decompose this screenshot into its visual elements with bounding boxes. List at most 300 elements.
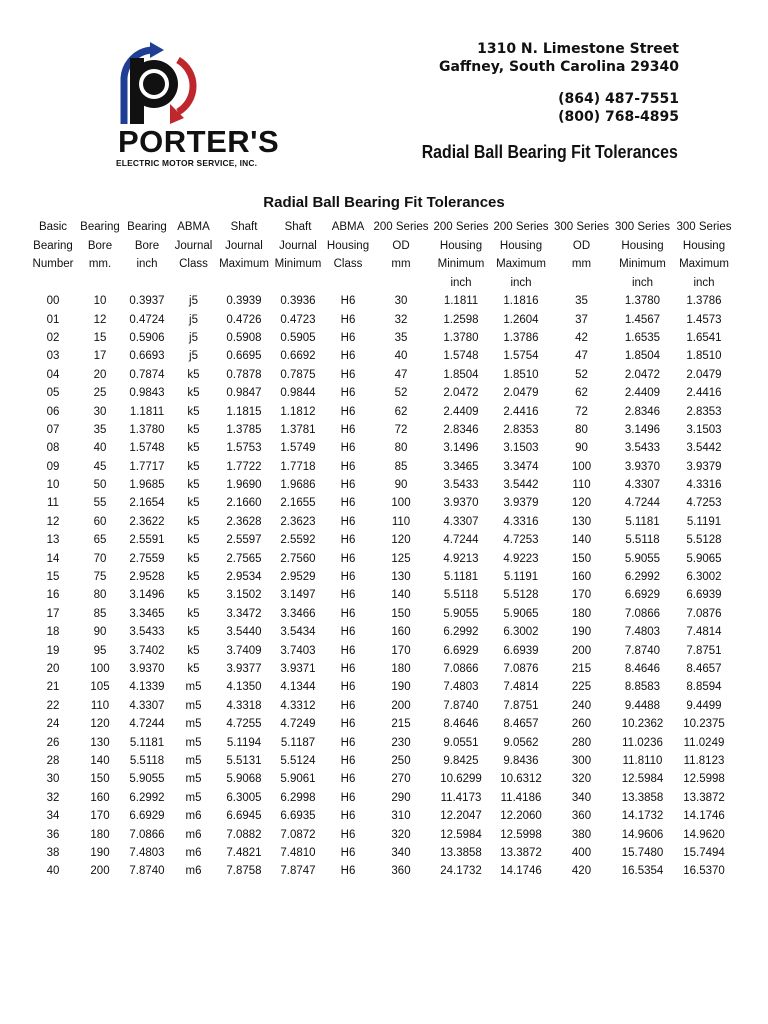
table-cell: 180 [571,607,592,620]
address-street: 1310 N. Limestone Street [477,41,679,57]
table-cell: 47 [394,368,408,381]
table-cell: 9.4499 [686,699,722,712]
table-cell: m6 [185,828,202,841]
table-cell: 13.3872 [683,791,725,804]
table-row [30,697,735,715]
table-cell: 30 [46,773,60,786]
column-header: Bearing [33,239,73,252]
table-cell: 190 [571,626,592,639]
table-cell: 1.7722 [226,460,262,473]
table-cell: 2.7560 [280,552,316,565]
table-cell: 09 [46,460,60,473]
table-cell: 14 [46,552,60,565]
table-cell: 190 [391,681,411,694]
table-cell: 1.1811 [443,295,479,308]
table-cell: 1.8510 [503,368,539,381]
table-cell: 3.5442 [686,442,722,455]
table-cell: 2.3623 [280,515,316,528]
address-city: Gaffney, South Carolina 29340 [438,59,679,75]
table-cell: 3.5440 [226,626,262,639]
table-cell: 7.0866 [129,828,165,841]
table-cell: 7.8747 [280,865,316,878]
table-cell: 5.1191 [503,571,539,584]
table-cell: 7.4821 [226,846,262,859]
table-cell: 13.3858 [440,846,482,859]
table-cell: 130 [90,736,110,749]
table-cell: 4.3316 [503,515,539,528]
table-cell: 230 [391,736,411,749]
table-cell: 7.0872 [280,828,316,841]
table-cell: 7.0866 [443,663,479,675]
table-cell: 90 [394,479,408,492]
table-cell: 310 [391,810,411,823]
column-header [551,274,612,293]
table-cell: 0.7875 [280,368,316,381]
table-cell: 2.8346 [624,405,661,418]
table-cell: 4.3312 [280,699,316,712]
table-cell: H6 [340,828,356,841]
table-cell: 8.4646 [624,663,661,675]
table-cell: H6 [340,552,356,565]
table-cell: 5.5128 [686,534,722,547]
table-cell: H6 [340,865,356,878]
phone-block [558,90,679,126]
table-cell: 24.1732 [440,865,482,878]
column-header [271,274,325,293]
column-header: OD [572,239,591,252]
table-cell: 12.5998 [500,828,542,841]
table-cell: 6.6929 [129,810,165,823]
table-cell: 19 [46,644,60,657]
table-cell: 2.0479 [686,368,722,381]
table-cell: 9.8425 [443,754,479,767]
column-header: mm. [88,258,112,271]
table-cell: 11 [47,497,59,510]
table-cell: 37 [575,313,588,326]
company-logo [112,40,284,172]
table-cell: 16 [46,589,60,602]
table-cell: H6 [340,589,356,602]
table-cell: 17 [46,607,60,620]
table-cell: 95 [93,644,107,657]
table-cell: 2.9534 [226,571,262,584]
table-cell: 2.1654 [129,497,165,510]
table-cell: 1.4573 [686,313,722,326]
column-header: Bearing [127,221,167,234]
table-cell: 250 [391,754,411,767]
table-title: Radial Ball Bearing Fit Tolerances [263,194,505,211]
table-cell: 5.1181 [625,515,660,528]
table-cell: 4.9223 [503,552,539,565]
table-cell: 5.1181 [129,736,165,749]
table-cell: k5 [187,571,200,584]
table-body [30,292,735,881]
table-cell: k5 [187,497,200,510]
table-row [30,789,735,807]
table-row [30,844,735,862]
table-cell: 40 [46,865,60,878]
table-cell: 3.9377 [226,663,262,675]
table-cell: 40 [394,350,408,363]
table-cell: 9.0551 [443,736,479,749]
column-header: Shaft [230,221,258,234]
table-cell: 38 [46,846,60,859]
table-cell: H6 [340,460,356,473]
header-row [30,237,735,256]
table-row [30,458,735,476]
table-cell: 10.2362 [621,718,664,731]
table-cell: 2.0479 [503,387,539,400]
table-cell: 21 [46,681,60,694]
table-cell: 0.4724 [129,313,165,326]
table-cell: 150 [90,773,110,786]
table-cell: 200 [571,644,592,657]
table-cell: 11.8123 [683,754,725,767]
table-row [30,623,735,641]
table-row [30,421,735,439]
table-row [30,770,735,788]
table-cell: 6.2992 [624,571,661,584]
table-cell: 72 [575,405,588,418]
table-cell: 2.0472 [624,368,661,381]
table-cell: H6 [340,846,356,859]
table-cell: 07 [46,423,60,436]
table-cell: 11.4173 [440,791,482,804]
table-cell: 0.6695 [226,350,262,363]
table-cell: 2.1655 [280,497,316,510]
column-header: Number [32,258,74,271]
table-cell: 8.4646 [443,718,479,731]
table-cell: 5.9055 [443,607,479,620]
table-cell: H6 [340,644,356,657]
table-cell: 15 [46,571,60,584]
table-cell: 2.5597 [226,534,262,547]
table-cell: 1.2604 [503,313,539,326]
table-cell: 1.8504 [624,350,661,363]
table-cell: 16.5370 [683,865,725,878]
table-cell: 7.8740 [624,644,661,657]
table-cell: 2.1660 [226,497,262,510]
table-cell: 2.9529 [280,571,316,584]
column-header [124,274,170,293]
table-cell: 5.9068 [226,773,262,786]
table-cell: 06 [46,405,60,418]
table-cell: 1.8510 [686,350,722,363]
column-header: Housing [682,239,726,252]
table-cell: 02 [46,331,60,344]
table-cell: 30 [394,295,408,308]
table-cell: 20 [46,663,60,675]
column-header: Class [333,258,363,271]
table-cell: H6 [340,497,356,510]
table-cell: 0.6693 [129,350,165,363]
table-cell: 280 [571,736,592,749]
table-cell: m5 [185,681,202,694]
table-cell: 5.1187 [280,736,316,749]
table-cell: 140 [90,754,110,767]
table-cell: 1.9686 [280,479,316,492]
logo-p-center [143,73,165,95]
table-cell: 0.6692 [280,350,316,363]
table-cell: j5 [189,350,198,363]
table-cell: 6.2992 [129,791,165,804]
table-cell: 4.3307 [129,699,165,712]
table-cell: 1.1816 [503,295,539,308]
table-cell: 3.3466 [280,607,316,620]
table-cell: 2.5591 [129,534,165,547]
column-header: Bore [87,239,113,252]
table-cell: 5.9065 [503,607,539,620]
table-cell: 340 [391,846,411,859]
table-cell: 12 [93,313,107,326]
table-cell: 1.3780 [129,423,165,436]
table-cell: 26 [46,736,60,749]
table-cell: 2.3628 [226,515,262,528]
table-cell: 180 [90,828,110,841]
table-cell: 1.6541 [686,331,722,344]
table-cell: 2.7559 [129,552,165,565]
table-cell: 3.7409 [226,644,262,657]
table-cell: 3.9370 [624,460,661,473]
column-header: Minimum [619,258,666,271]
column-header: ABMA [331,221,365,234]
table-cell: 1.5748 [129,442,165,455]
table-cell: 260 [571,718,592,731]
table-cell: 7.4810 [280,846,316,859]
header-row [30,218,735,237]
table-cell: 160 [571,571,592,584]
table-cell: 3.3472 [226,607,262,620]
table-row [30,384,735,402]
table-cell: 14.1732 [621,810,664,823]
table-cell: 13.3858 [621,791,664,804]
column-header: 200 Series [493,221,549,234]
table-row [30,586,735,604]
table-cell: 5.9065 [686,552,722,565]
table-cell: 50 [93,479,107,492]
table-cell: 3.7403 [280,644,316,657]
table-cell: 9.8436 [503,754,539,767]
table-cell: 72 [394,423,408,436]
table-row [30,347,735,365]
table-cell: 190 [90,846,110,859]
table-cell: 11.0236 [622,736,663,749]
table-cell: k5 [187,442,200,455]
table-cell: 0.5906 [129,331,165,344]
table-cell: 9.0562 [503,736,539,749]
table-cell: H6 [340,313,356,326]
table-cell: 10.6312 [500,773,542,786]
table-cell: 4.1344 [280,681,316,694]
table-cell: H6 [340,405,356,418]
table-cell: k5 [187,479,200,492]
table-cell: k5 [187,589,200,602]
table-cell: 32 [46,791,60,804]
table-cell: 6.3002 [503,626,539,639]
table-cell: H6 [340,663,356,675]
table-cell: 65 [93,534,107,547]
table-cell: 3.5434 [280,626,316,639]
table-row [30,549,735,567]
table-cell: 30 [93,405,107,418]
column-header: inch [693,276,715,289]
table-cell: m5 [185,773,202,786]
table-cell: 3.3474 [503,460,539,473]
table-cell: 1.5748 [443,350,479,363]
column-header: inch [631,276,654,289]
table-cell: 42 [575,331,588,344]
table-cell: 3.9379 [503,497,539,510]
table-cell: 70 [93,552,107,565]
table-cell: 400 [571,846,592,859]
table-row [30,825,735,843]
table-cell: 6.6939 [503,644,539,657]
table-cell: 270 [391,773,411,786]
table-cell: H6 [340,331,356,344]
table-cell: 5.5118 [443,589,479,602]
column-header: Minimum [437,258,485,271]
table-cell: k5 [187,607,200,620]
table-cell: 7.0876 [503,663,539,675]
table-cell: 3.1502 [226,589,262,602]
column-header: inch [136,258,158,271]
table-cell: 11.4186 [500,791,542,804]
table-cell: H6 [340,423,356,436]
table-cell: 1.4567 [624,313,661,326]
table-cell: 3.1503 [503,442,539,455]
table-cell: 18 [46,626,60,639]
table-cell: 1.6535 [624,331,661,344]
table-cell: j5 [189,331,198,344]
header-row [30,274,735,293]
table-cell: 150 [571,552,592,565]
table-cell: 62 [394,405,408,418]
table-cell: 20 [93,368,107,381]
table-cell: 3.7402 [129,644,165,657]
table-cell: 5.1194 [226,736,262,749]
table-cell: 4.9213 [443,552,479,565]
table-cell: 0.9843 [129,387,165,400]
table-cell: 5.1191 [686,515,722,528]
column-header: OD [392,239,410,252]
table-cell: 4.7244 [443,534,479,547]
table-cell: 34 [46,810,60,823]
table-cell: 12.5984 [621,773,664,786]
table-cell: 4.3307 [624,479,661,492]
column-header: Bore [134,239,160,252]
logo-subtitle: ELECTRIC MOTOR SERVICE, INC. [116,158,258,168]
table-cell: 1.3785 [226,423,262,436]
table-cell: 5.9055 [624,552,661,565]
table-cell: 3.5433 [443,479,479,492]
table-cell: 04 [46,368,60,381]
table-cell: 170 [571,589,592,602]
table-cell: 14.9620 [683,828,725,841]
table-cell: 32 [394,313,408,326]
table-cell: 4.3307 [443,515,479,528]
table-cell: 15 [93,331,107,344]
table-cell: 1.9685 [129,479,165,492]
table-cell: 60 [93,515,107,528]
table-cell: 2.0472 [443,387,479,400]
column-header [76,274,124,293]
table-cell: 35 [93,423,107,436]
table-cell: 125 [391,552,411,565]
table-cell: 7.4814 [503,681,539,694]
column-header: inch [510,276,532,289]
table-cell: 4.1350 [226,681,262,694]
table-cell: 0.7874 [129,368,165,381]
column-header: 300 Series [554,221,609,234]
table-cell: 1.9690 [226,479,262,492]
table-cell: 320 [571,773,592,786]
table-cell: 380 [571,828,592,841]
table-cell: 8.8583 [624,681,661,694]
table-row [30,568,735,586]
table-cell: 36 [46,828,60,841]
table-cell: 6.6935 [280,810,316,823]
table-cell: 24 [46,718,60,731]
table-cell: 35 [394,331,408,344]
table-cell: 7.4803 [443,681,479,694]
table-row [30,862,735,880]
table-cell: H6 [340,479,356,492]
table-row [30,715,735,733]
column-header [170,274,217,293]
column-header: Maximum [679,258,729,271]
table-cell: m5 [185,718,202,731]
table-cell: 03 [46,350,60,363]
table-cell: 360 [571,810,592,823]
table-row [30,439,735,457]
column-header: Journal [225,239,263,252]
table-row [30,605,735,623]
table-cell: 7.0866 [624,607,661,620]
table-cell: H6 [340,534,356,547]
table-cell: 14.9606 [621,828,664,841]
logo-name: PORTER'S [118,124,280,159]
column-header: 200 Series [373,221,429,234]
table-cell: 215 [571,663,592,675]
column-header: Basic [38,221,68,234]
column-header: 200 Series [433,221,489,234]
table-cell: 150 [391,607,411,620]
table-cell: 105 [90,681,110,694]
column-header: 300 Series [615,221,670,234]
address-block [439,40,679,76]
table-cell: 0.9847 [226,387,262,400]
table-cell: 6.3005 [226,791,262,804]
table-cell: 3.5433 [129,626,165,639]
table-cell: 1.3786 [503,331,539,344]
column-header: 300 Series [676,221,732,234]
table-cell: 7.8751 [503,699,539,712]
table-row [30,292,735,310]
table-cell: H6 [340,773,356,786]
table-cell: 4.7253 [686,497,722,510]
table-cell: H6 [340,699,356,712]
table-cell: 1.7717 [129,460,165,473]
table-cell: 15.7494 [683,846,725,859]
column-header: Housing [326,239,370,252]
table-cell: 170 [391,644,411,657]
table-cell: 6.6945 [226,810,262,823]
table-cell: 360 [391,865,411,878]
table-cell: 100 [391,497,411,510]
table-cell: 5.5128 [503,589,539,602]
table-cell: 5.1181 [443,571,479,584]
table-cell: 3.1496 [129,589,165,602]
